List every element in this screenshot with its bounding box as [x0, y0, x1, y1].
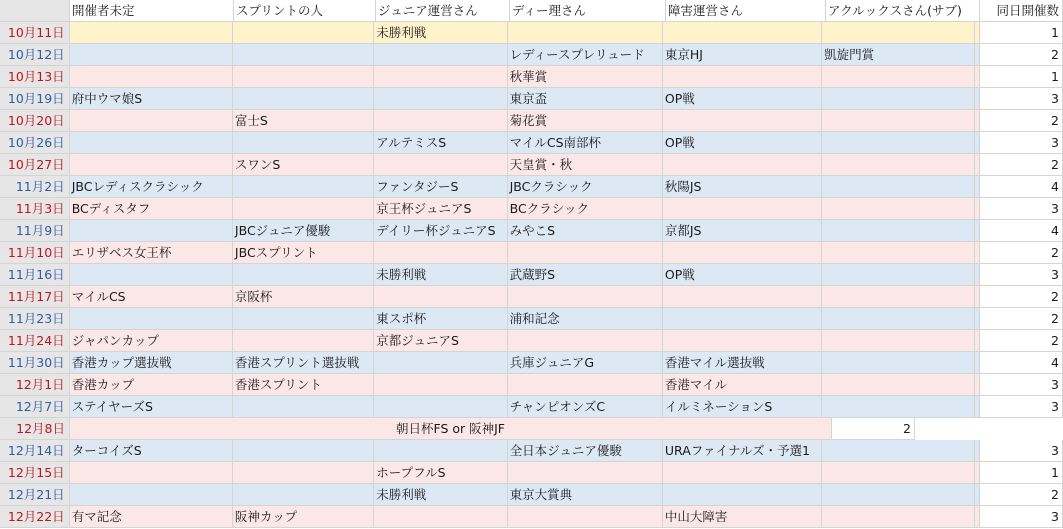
date-cell[interactable]: 11月3日 [0, 198, 70, 220]
date-cell[interactable]: 12月14日 [0, 440, 70, 462]
race-cell[interactable]: アルテミスS [374, 132, 507, 154]
race-cell[interactable] [374, 506, 507, 528]
race-cell[interactable] [663, 308, 822, 330]
race-cell[interactable]: BCクラシック [508, 198, 663, 220]
race-cell[interactable] [233, 440, 374, 462]
count-cell[interactable]: 2 [980, 484, 1063, 506]
count-cell[interactable]: 2 [980, 44, 1063, 66]
race-cell[interactable] [822, 506, 975, 528]
race-cell[interactable]: 東京HJ [663, 44, 822, 66]
race-cell[interactable] [822, 440, 975, 462]
race-cell[interactable] [822, 264, 975, 286]
race-cell[interactable] [822, 374, 975, 396]
date-cell[interactable]: 11月10日 [0, 242, 70, 264]
date-cell[interactable]: 12月15日 [0, 462, 70, 484]
table-row [0, 506, 1063, 528]
count-cell[interactable]: 4 [980, 220, 1063, 242]
race-cell[interactable]: 未勝利戦 [374, 22, 507, 44]
table-row [0, 396, 1063, 418]
race-cell[interactable]: ステイヤーズS [70, 396, 233, 418]
race-cell[interactable]: JBCジュニア優駿 [233, 220, 374, 242]
race-cell[interactable]: 有マ記念 [70, 506, 233, 528]
race-cell[interactable] [663, 484, 822, 506]
date-cell[interactable]: 10月13日 [0, 66, 70, 88]
date-cell[interactable]: 11月16日 [0, 264, 70, 286]
race-cell[interactable] [663, 286, 822, 308]
date-cell[interactable]: 10月26日 [0, 132, 70, 154]
race-cell[interactable] [374, 154, 507, 176]
race-cell[interactable] [233, 88, 374, 110]
count-cell[interactable]: 3 [980, 264, 1063, 286]
race-cell[interactable]: OP戦 [663, 88, 822, 110]
count-cell[interactable]: 3 [980, 198, 1063, 220]
race-cell[interactable]: JBCレディスクラシック [70, 176, 233, 198]
race-cell[interactable]: エリザベス女王杯 [70, 242, 233, 264]
race-cell[interactable] [822, 396, 975, 418]
race-cell[interactable] [822, 88, 975, 110]
race-cell[interactable] [374, 88, 507, 110]
race-cell[interactable] [233, 176, 374, 198]
race-cell[interactable]: イルミネーションS [663, 396, 822, 418]
race-cell[interactable]: 京王杯ジュニアS [374, 198, 507, 220]
table-row [0, 308, 1063, 330]
count-cell[interactable]: 3 [980, 88, 1063, 110]
header-cell-junior[interactable]: ジュニア運営さん [376, 0, 510, 22]
race-cell[interactable] [374, 44, 507, 66]
race-cell[interactable] [822, 198, 975, 220]
count-cell[interactable]: 3 [980, 440, 1063, 462]
race-cell[interactable]: レディースプレリュード [508, 44, 663, 66]
date-cell[interactable]: 10月11日 [0, 22, 70, 44]
race-cell[interactable]: 京阪杯 [233, 286, 374, 308]
table-row [0, 154, 1063, 176]
race-cell[interactable]: 凱旋門賞 [822, 44, 975, 66]
table-row [0, 132, 1063, 154]
race-cell[interactable] [508, 242, 663, 264]
table-row [0, 374, 1063, 396]
date-cell[interactable]: 12月1日 [0, 374, 70, 396]
race-cell[interactable]: 秋陽JS [663, 176, 822, 198]
table-row [0, 44, 1063, 66]
race-cell[interactable] [822, 286, 975, 308]
date-cell[interactable]: 12月7日 [0, 396, 70, 418]
race-cell[interactable]: 香港カップ選抜戦 [70, 352, 233, 374]
date-cell[interactable]: 10月19日 [0, 88, 70, 110]
table-row [0, 286, 1063, 308]
race-cell[interactable]: みやこS [508, 220, 663, 242]
race-cell[interactable]: 香港マイル [663, 374, 822, 396]
race-cell[interactable] [822, 22, 975, 44]
race-cell[interactable]: OP戦 [663, 132, 822, 154]
count-cell[interactable]: 2 [980, 154, 1063, 176]
table-row [0, 110, 1063, 132]
race-cell[interactable] [822, 484, 975, 506]
race-cell[interactable]: OP戦 [663, 264, 822, 286]
table-row [0, 220, 1063, 242]
count-cell[interactable]: 2 [980, 286, 1063, 308]
table-row [0, 418, 1063, 440]
race-cell[interactable] [374, 286, 507, 308]
count-cell[interactable]: 3 [980, 396, 1063, 418]
race-cell[interactable]: ファンタジーS [374, 176, 507, 198]
date-cell[interactable]: 11月2日 [0, 176, 70, 198]
count-cell[interactable]: 4 [980, 352, 1063, 374]
race-cell[interactable]: 中山大障害 [663, 506, 822, 528]
race-cell[interactable] [233, 308, 374, 330]
race-cell[interactable] [663, 462, 822, 484]
race-cell[interactable] [663, 242, 822, 264]
count-cell[interactable]: 3 [980, 506, 1063, 528]
race-cell[interactable]: JBCスプリント [233, 242, 374, 264]
date-cell[interactable]: 10月12日 [0, 44, 70, 66]
date-cell[interactable]: 12月8日 [0, 418, 70, 440]
count-cell[interactable]: 4 [980, 176, 1063, 198]
date-cell[interactable]: 11月30日 [0, 352, 70, 374]
race-cell[interactable]: 全日本ジュニア優駿 [508, 440, 663, 462]
race-cell[interactable] [374, 440, 507, 462]
count-cell[interactable]: 2 [980, 242, 1063, 264]
race-cell[interactable] [70, 154, 233, 176]
race-cell[interactable]: 東スポ杯 [374, 308, 507, 330]
race-cell[interactable] [663, 198, 822, 220]
race-cell[interactable]: デイリー杯ジュニアS [374, 220, 507, 242]
race-cell[interactable] [233, 396, 374, 418]
race-cell[interactable] [508, 22, 663, 44]
race-cell[interactable] [822, 308, 975, 330]
race-cell[interactable]: ホープフルS [374, 462, 507, 484]
count-cell[interactable]: 2 [980, 330, 1063, 352]
race-cell[interactable] [233, 264, 374, 286]
race-cell[interactable] [233, 132, 374, 154]
race-cell[interactable] [508, 506, 663, 528]
race-cell[interactable] [70, 22, 233, 44]
race-cell[interactable] [822, 154, 975, 176]
race-cell[interactable] [822, 330, 975, 352]
race-cell[interactable]: チャンピオンズC [508, 396, 663, 418]
race-cell[interactable] [233, 198, 374, 220]
race-cell[interactable] [374, 66, 507, 88]
header-cell-steeple[interactable]: 障害運営さん [666, 0, 826, 22]
race-cell[interactable]: 京都ジュニアS [374, 330, 507, 352]
race-cell[interactable] [70, 110, 233, 132]
table-row [0, 462, 1063, 484]
count-cell[interactable]: 1 [980, 66, 1063, 88]
race-cell[interactable]: 香港マイル選抜戦 [663, 352, 822, 374]
race-cell[interactable] [508, 330, 663, 352]
race-cell[interactable]: 秋華賞 [508, 66, 663, 88]
race-cell[interactable]: ターコイズS [70, 440, 233, 462]
table-row [0, 242, 1063, 264]
table-row [0, 176, 1063, 198]
race-cell[interactable]: 府中ウマ娘S [70, 88, 233, 110]
table-row [0, 330, 1063, 352]
count-cell[interactable]: 2 [980, 308, 1063, 330]
race-cell[interactable]: マイルCS南部杯 [508, 132, 663, 154]
table-row [0, 22, 1063, 44]
race-cell[interactable] [233, 330, 374, 352]
race-cell[interactable]: URAファイナルズ・予選1 [663, 440, 822, 462]
race-cell[interactable] [822, 110, 975, 132]
date-cell[interactable]: 12月22日 [0, 506, 70, 528]
merged-race-cell[interactable]: 朝日杯FS or 阪神JF [70, 418, 832, 440]
race-cell[interactable] [70, 66, 233, 88]
race-cell[interactable]: 香港スプリント [233, 374, 374, 396]
table-row [0, 264, 1063, 286]
race-cell[interactable] [70, 220, 233, 242]
race-cell[interactable]: 東京盃 [508, 88, 663, 110]
race-cell[interactable]: 菊花賞 [508, 110, 663, 132]
race-cell[interactable] [374, 110, 507, 132]
race-cell[interactable]: 富士S [233, 110, 374, 132]
table-row [0, 198, 1063, 220]
race-cell[interactable]: 未勝利戦 [374, 264, 507, 286]
table-row [0, 352, 1063, 374]
race-cell[interactable] [70, 462, 233, 484]
date-cell[interactable]: 10月27日 [0, 154, 70, 176]
race-cell[interactable] [663, 154, 822, 176]
date-cell[interactable]: 11月17日 [0, 286, 70, 308]
race-cell[interactable]: JBCクラシック [508, 176, 663, 198]
count-cell[interactable]: 1 [980, 22, 1063, 44]
count-cell[interactable]: 2 [832, 418, 915, 440]
race-cell[interactable] [822, 66, 975, 88]
race-cell[interactable] [822, 220, 975, 242]
race-cell[interactable] [70, 132, 233, 154]
race-cell[interactable]: ジャパンカップ [70, 330, 233, 352]
race-cell[interactable] [822, 132, 975, 154]
race-cell[interactable] [70, 44, 233, 66]
race-cell[interactable]: 浦和記念 [508, 308, 663, 330]
table-body [0, 22, 1063, 528]
race-cell[interactable] [663, 330, 822, 352]
race-cell[interactable]: 未勝利戦 [374, 484, 507, 506]
date-cell[interactable]: 11月24日 [0, 330, 70, 352]
count-cell[interactable]: 3 [980, 374, 1063, 396]
race-cell[interactable] [374, 374, 507, 396]
race-cell[interactable] [70, 484, 233, 506]
race-cell[interactable] [70, 264, 233, 286]
race-cell[interactable] [233, 462, 374, 484]
race-cell[interactable] [233, 22, 374, 44]
race-cell[interactable] [233, 66, 374, 88]
race-cell[interactable] [233, 484, 374, 506]
race-cell[interactable] [663, 110, 822, 132]
header-cell-sprint[interactable]: スプリントの人 [234, 0, 376, 22]
race-cell[interactable] [822, 352, 975, 374]
race-cell[interactable] [822, 176, 975, 198]
table-row [0, 88, 1063, 110]
date-cell[interactable]: 12月21日 [0, 484, 70, 506]
race-cell[interactable]: 香港スプリント選抜戦 [233, 352, 374, 374]
race-cell[interactable]: BCディスタフ [70, 198, 233, 220]
race-cell[interactable]: スワンS [233, 154, 374, 176]
race-cell[interactable] [374, 352, 507, 374]
race-cell[interactable]: 東京大賞典 [508, 484, 663, 506]
count-cell[interactable]: 1 [980, 462, 1063, 484]
date-cell[interactable]: 11月9日 [0, 220, 70, 242]
race-cell[interactable] [70, 308, 233, 330]
table-row [0, 440, 1063, 462]
race-cell[interactable]: 天皇賞・秋 [508, 154, 663, 176]
race-cell[interactable] [374, 396, 507, 418]
race-cell[interactable] [822, 462, 975, 484]
race-cell[interactable]: 京都JS [663, 220, 822, 242]
race-cell[interactable] [822, 242, 975, 264]
race-cell[interactable]: 武蔵野S [508, 264, 663, 286]
count-cell[interactable]: 2 [980, 110, 1063, 132]
date-cell[interactable]: 10月20日 [0, 110, 70, 132]
header-cell-dee[interactable]: ディー理さん [510, 0, 666, 22]
count-cell[interactable]: 3 [980, 132, 1063, 154]
race-cell[interactable] [508, 374, 663, 396]
table-row [0, 66, 1063, 88]
date-cell[interactable]: 11月23日 [0, 308, 70, 330]
header-cell-undecided[interactable]: 開催者未定 [70, 0, 234, 22]
race-cell[interactable] [508, 462, 663, 484]
race-cell[interactable] [508, 286, 663, 308]
race-cell[interactable]: マイルCS [70, 286, 233, 308]
race-cell[interactable] [663, 22, 822, 44]
table-row [0, 484, 1063, 506]
header-row [0, 0, 1063, 22]
race-cell[interactable] [663, 66, 822, 88]
race-cell[interactable] [233, 44, 374, 66]
header-cell-count[interactable]: 同日開催数 [980, 0, 1063, 22]
race-cell[interactable]: 兵庫ジュニアG [508, 352, 663, 374]
race-cell[interactable] [374, 242, 507, 264]
race-cell[interactable]: 阪神カップ [233, 506, 374, 528]
header-cell-acrux[interactable]: アクルックスさん(サブ) [826, 0, 980, 22]
race-cell[interactable]: 香港カップ [70, 374, 233, 396]
header-cell-corner[interactable] [0, 0, 70, 22]
